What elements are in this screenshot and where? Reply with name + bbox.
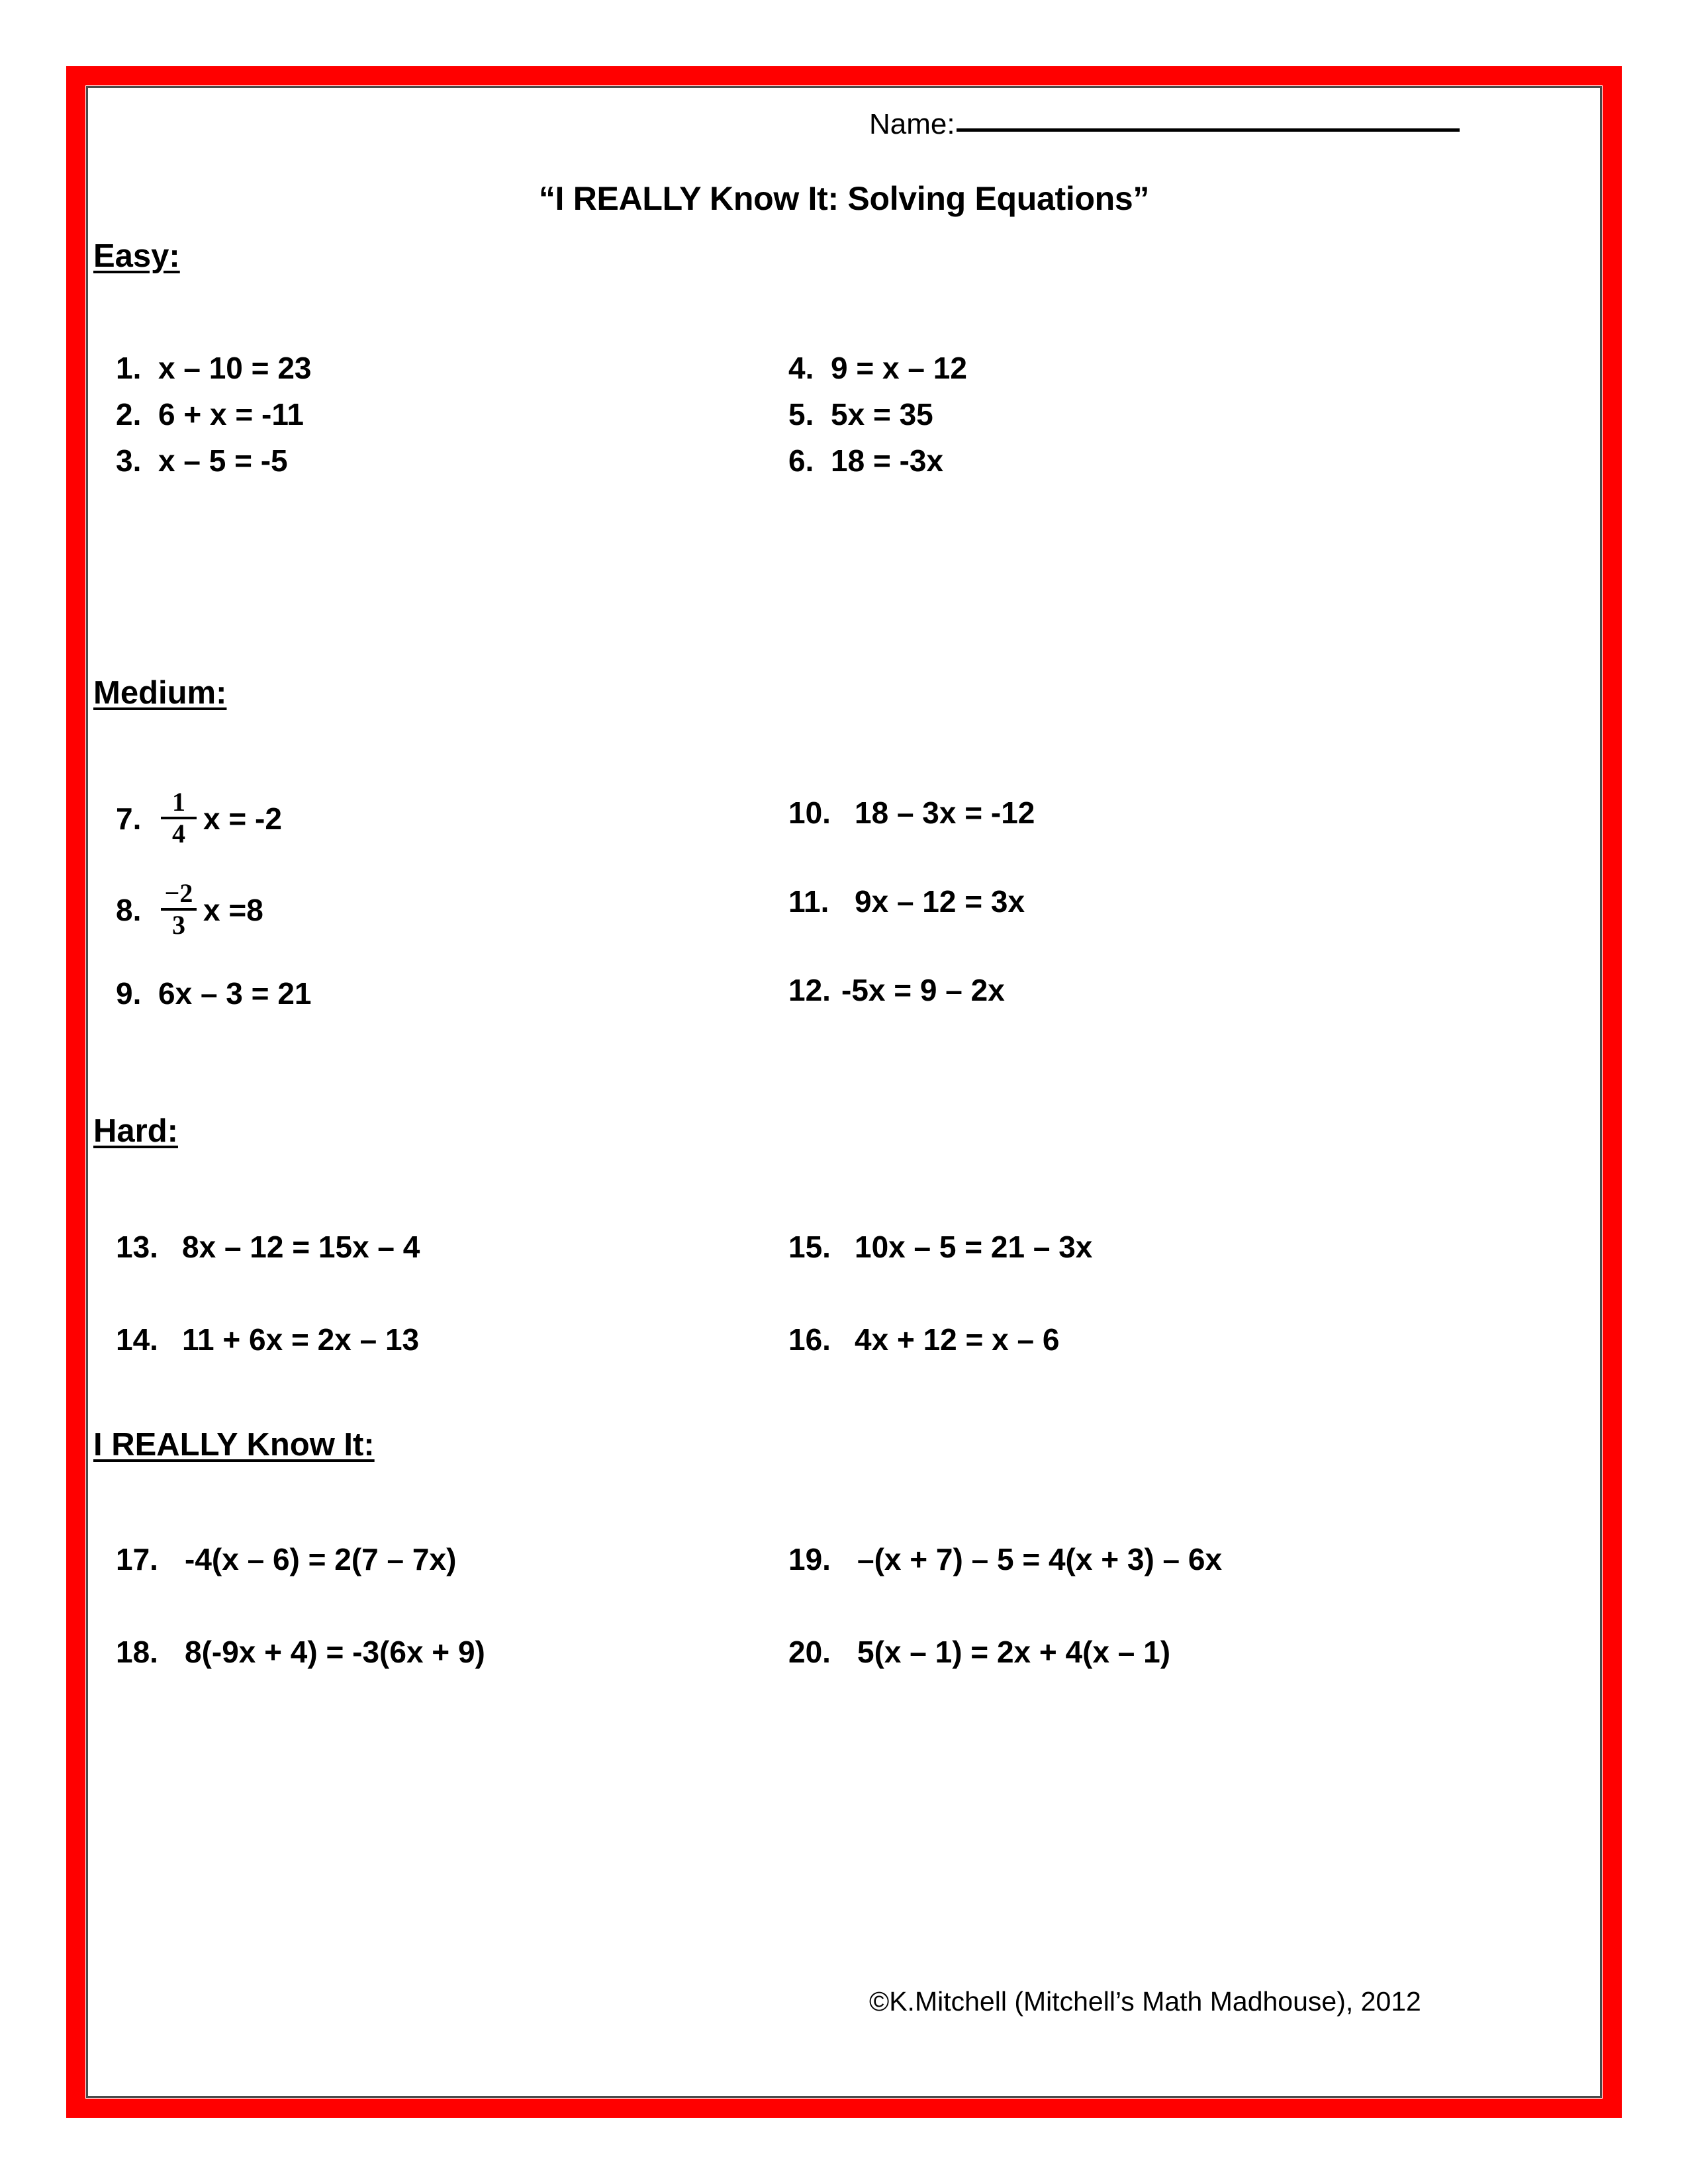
problem-11-number: 11. (788, 884, 829, 919)
problem-20-equation: 5(x – 1) = 2x + 4(x – 1) (857, 1635, 1171, 1669)
problem-19-equation: –(x + 7) – 5 = 4(x + 3) – 6x (857, 1542, 1223, 1576)
problem-15-number: 15. (788, 1230, 831, 1264)
problem-5-equation: 5x = 35 (831, 397, 933, 432)
problem-16-equation: 4x + 12 = x – 6 (855, 1322, 1060, 1357)
section-heading-really-know-it: I REALLY Know It: (93, 1427, 375, 1463)
problem-16-number: 16. (788, 1322, 831, 1357)
name-label: Name: (869, 108, 955, 140)
problem-4-number: 4. (788, 351, 814, 385)
name-field-row (869, 108, 1460, 141)
problem-4-equation: 9 = x – 12 (831, 351, 967, 385)
problem-12 (788, 975, 1005, 1005)
problem-17-number: 17. (116, 1542, 158, 1576)
problem-18 (116, 1637, 485, 1667)
problem-14 (116, 1324, 419, 1355)
problem-1 (116, 353, 311, 383)
problem-6-number: 6. (788, 443, 814, 478)
problem-18-equation: 8(-9x + 4) = -3(6x + 9) (185, 1635, 485, 1669)
problem-12-number: 12. (788, 973, 831, 1007)
problem-8-equation: x =8 (203, 893, 263, 928)
problem-14-number: 14. (116, 1322, 158, 1357)
problem-7 (116, 787, 282, 848)
copyright-footer: ©K.Mitchell (Mitchell’s Math Madhouse), 2012 (869, 1986, 1421, 2017)
problem-3-equation: x – 5 = -5 (158, 443, 288, 478)
problem-9 (116, 978, 311, 1009)
problem-17-equation: -4(x – 6) = 2(7 – 7x) (185, 1542, 457, 1576)
problem-5 (788, 399, 933, 430)
problem-15-equation: 10x – 5 = 21 – 3x (855, 1230, 1093, 1264)
problem-17 (116, 1544, 456, 1574)
problem-19-number: 19. (788, 1542, 831, 1576)
problem-18-number: 18. (116, 1635, 158, 1669)
problem-8 (116, 878, 263, 940)
problem-7-numerator: 1 (172, 787, 185, 817)
problem-1-equation: x – 10 = 23 (158, 351, 312, 385)
problem-7-equation: x = -2 (203, 801, 282, 837)
problem-15 (788, 1232, 1092, 1262)
problem-3 (116, 445, 288, 476)
section-heading-medium: Medium: (93, 675, 227, 711)
problem-8-number: 8. (116, 893, 142, 928)
problem-16 (788, 1324, 1060, 1355)
problem-2-equation: 6 + x = -11 (158, 397, 304, 432)
problem-9-equation: 6x – 3 = 21 (158, 976, 312, 1011)
problem-10-equation: 18 – 3x = -12 (855, 796, 1035, 830)
problem-7-fraction (161, 789, 197, 848)
problem-11 (788, 886, 1025, 917)
problem-3-number: 3. (116, 443, 142, 478)
problem-12-equation: -5x = 9 – 2x (841, 973, 1005, 1007)
problem-6 (788, 445, 943, 476)
problem-20 (788, 1637, 1170, 1667)
problem-4 (788, 353, 967, 383)
problem-7-number: 7. (116, 801, 142, 837)
worksheet-content (88, 88, 1600, 2096)
problem-6-equation: 18 = -3x (831, 443, 944, 478)
problem-2-number: 2. (116, 397, 142, 432)
problem-10-number: 10. (788, 796, 831, 830)
problem-13-number: 13. (116, 1230, 158, 1264)
problem-5-number: 5. (788, 397, 814, 432)
problem-20-number: 20. (788, 1635, 831, 1669)
problem-7-denominator: 4 (161, 817, 197, 848)
problem-1-number: 1. (116, 351, 142, 385)
section-heading-hard: Hard: (93, 1113, 178, 1149)
name-blank-line[interactable] (957, 128, 1460, 132)
problem-13 (116, 1232, 420, 1262)
problem-9-number: 9. (116, 976, 142, 1011)
page-title: “I REALLY Know It: Solving Equations” (538, 180, 1150, 217)
problem-8-fraction (161, 880, 197, 939)
problem-2 (116, 399, 304, 430)
section-heading-easy: Easy: (93, 238, 180, 274)
problem-13-equation: 8x – 12 = 15x – 4 (182, 1230, 420, 1264)
problem-8-denominator: 3 (161, 908, 197, 939)
problem-19 (788, 1544, 1222, 1574)
problem-10 (788, 797, 1035, 828)
problem-8-numerator: −2 (164, 878, 193, 908)
problem-11-equation: 9x – 12 = 3x (855, 884, 1025, 919)
problem-14-equation: 11 + 6x = 2x – 13 (182, 1322, 420, 1357)
